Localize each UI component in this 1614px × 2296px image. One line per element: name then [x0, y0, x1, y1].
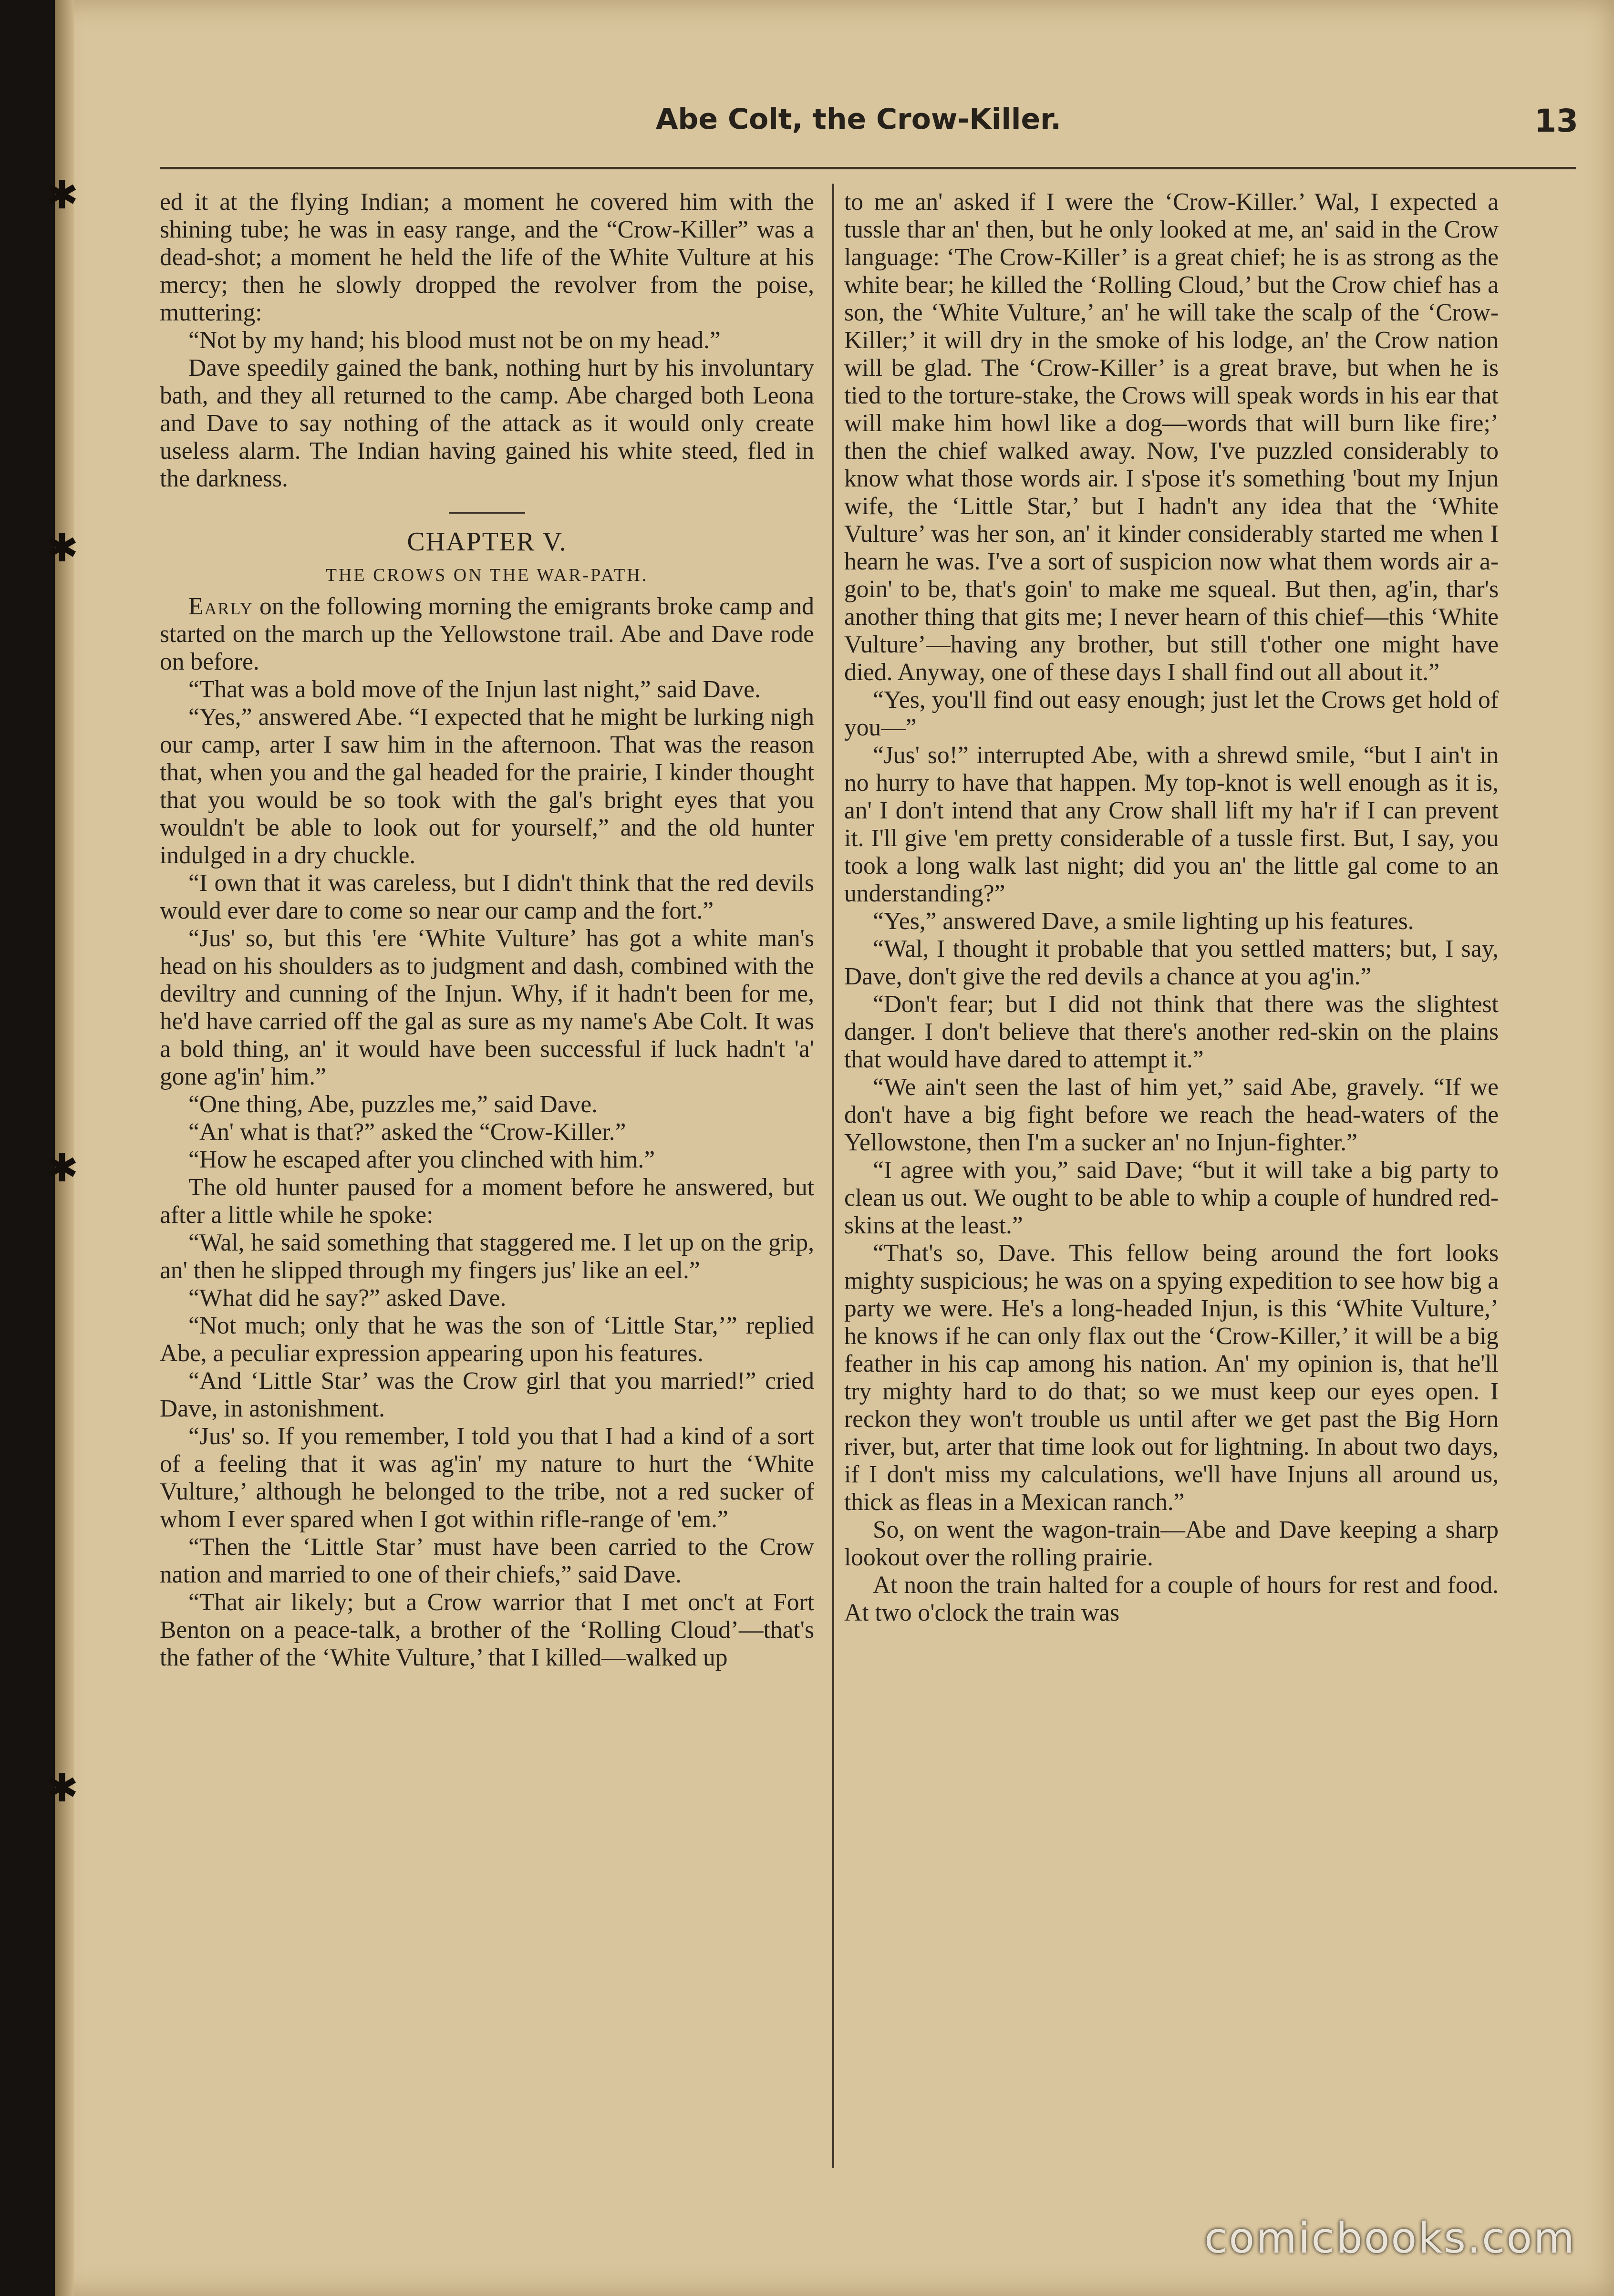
paragraph: “What did he say?” asked Dave. [188, 1284, 507, 1312]
binding-hole-icon: ✱ [45, 1146, 79, 1191]
drop-word: Early [188, 593, 253, 620]
paragraph: ed it at the flying Indian; a moment he covered him with the shining tube; he was in easy range, and the “Crow-Killer” was a dead-shot; a moment he held the life of the White Vulture at his mercy; then he slowly dropped the revolver from the poise, muttering: [160, 188, 814, 326]
paragraph: to me an' asked if I were the ‘Crow-Killer.’ Wal, I expected a tussle thar an' then, but he only looked at me, an' said in the Crow language: ‘The Crow-Killer’ is a great chief; he is as strong as the white bear; he killed the ‘Rolling Cloud,’ but the Crow chief has a son, the ‘White Vulture,’ an' he will take the scalp of the ‘Crow-Killer;’ it will dry in the smoke of his lodge, an' the Crow nation will be glad. The ‘Crow-Killer’ is a great brave, but when he is tied to the torture-stake, the Crows will speak words in his ear that will make him howl like a dog—words that will burn like fire;’ then the chief walked away. Now, I've puzzled considerably to know what those words air. I s'pose it's something 'bout my Injun wife, the ‘Little Star,’ but I hadn't any idea that the ‘White Vulture’ was her son, an' it kinder considerably started me when I hearn he was. I've a sort of suspicion now what them words air a-goin' to be, that's goin' to make me squeal. But then, ag'in, thar's another thing that gits me; I never hearn of this chief—this ‘White Vulture’—having any brother, but still t'other one might have died. Anyway, one of these days I shall find out all about it.” [844, 188, 1499, 686]
paragraph: “Jus' so!” interrupted Abe, with a shrewd smile, “but I ain't in no hurry to have that happen. My top-knot is well enough as it is, an' I don't intend that any Crow shall lift my ha'r if I can prevent it. I'll give 'em pretty considerable of a tussle first. But, I say, you took a long walk last night; did you an' the little gal come to an understanding?” [844, 742, 1499, 907]
paragraph: “Jus' so. If you remember, I told you that I had a kind of a sort of a feeling that it was ag'in' my nature to hurt the ‘White Vulture,’ although he belonged to the tribe, not a red sucker of whom I ever spared when I got within rifle-range of 'em.” [160, 1423, 814, 1533]
column-divider [832, 184, 834, 2168]
binding-hole-icon: ✱ [45, 1766, 79, 1811]
page-number: 13 [1534, 103, 1578, 139]
paragraph: “Yes,” answered Dave, a smile lighting up his features. [873, 908, 1414, 935]
chapter-title: CHAPTER V. [407, 527, 567, 557]
paragraph: “Wal, I thought it probable that you settled matters; but, I say, Dave, don't give the red devils a chance at you ag'in.” [844, 935, 1499, 990]
paragraph: “That was a bold move of the Injun last night,” said Dave. [188, 676, 761, 703]
paragraph: “I agree with you,” said Dave; “but it will take a big party to clean us out. We ought to be able to whip a couple of hundred red-skins at the least.” [844, 1157, 1499, 1239]
paragraph [160, 593, 814, 676]
paragraph: “One thing, Abe, puzzles me,” said Dave. [188, 1091, 598, 1118]
paragraph: “Not by my hand; his blood must not be on my head.” [188, 327, 721, 354]
paragraph: “That's so, Dave. This fellow being around the fort looks mighty suspicious; he was on a spying expedition to see how big a party we were. He's a long-headed Injun, is this ‘White Vulture,’ he knows if he can only flax out the ‘Crow-Killer,’ it will be a big feather in his cap among his nation. An' my opinion is, that he'll try mighty hard to do that; so we must keep our eyes open. I reckon they won't trouble us until after we get past the Big Horn river, but, arter that time look out for lightning. In about two days, if I don't miss my calculations, we'll have Injuns all around us, thick as fleas in a Mexican ranch.” [844, 1240, 1499, 1516]
binding-hole-icon: ✱ [45, 173, 79, 218]
left-column [160, 188, 814, 2172]
paragraph: “An' what is that?” asked the “Crow-Killer.” [188, 1118, 626, 1146]
paragraph: “I own that it was careless, but I didn't think that the red devils would ever dare to come so near our camp and the fort.” [160, 869, 814, 924]
paragraph: “Yes, you'll find out easy enough; just let the Crows get hold of you—” [844, 686, 1499, 741]
paragraph: “Not much; only that he was the son of ‘Little Star,’” replied Abe, a peculiar expression appearing upon his features. [160, 1312, 814, 1367]
paragraph: “Wal, he said something that staggered me. I let up on the grip, an' then he slipped through my fingers jus' like an eel.” [160, 1229, 814, 1284]
paragraph-text: on the following morning the emigrants broke camp and started on the march up the Yellowstone trail. Abe and Dave rode on before. [160, 593, 814, 675]
binding-hole-icon: ✱ [45, 526, 79, 571]
paragraph: The old hunter paused for a moment before he answered, but after a little while he spoke: [160, 1174, 814, 1229]
paragraph: “That air likely; but a Crow warrior that I met onc't at Fort Benton on a peace-talk, a brother of the ‘Rolling Cloud’—that's the father of the ‘White Vulture,’ that I killed—walked up [160, 1589, 814, 1671]
book-page [45, 0, 1614, 2296]
chapter-subtitle: THE CROWS ON THE WAR-PATH. [325, 565, 649, 585]
paragraph: “Don't fear; but I did not think that there was the slightest danger. I don't believe that there's another red-skin on the plains that would have dared to attempt it.” [844, 991, 1499, 1073]
paragraph: At noon the train halted for a couple of hours for rest and food. At two o'clock the train was [844, 1572, 1499, 1626]
paragraph: “Then the ‘Little Star’ must have been carried to the Crow nation and married to one of their chiefs,” said Dave. [160, 1533, 814, 1588]
paragraph: “How he escaped after you clinched with him.” [188, 1146, 655, 1173]
header-rule [160, 167, 1576, 169]
paragraph: Dave speedily gained the bank, nothing hurt by his involuntary bath, and they all returned to the camp. Abe charged both Leona and Dave to say nothing of the attack as it would only create useless alarm. The Indian having gained his white steed, fled in the darkness. [160, 354, 814, 492]
paragraph: “Jus' so, but this 'ere ‘White Vulture’ has got a white man's head on his shoulders as to judgment and dash, combined with the deviltry and cunning of the Injun. Why, if it hadn't been for me, he'd have carried off the gal as sure as my name's Abe Colt. It was a bold thing, an' it would have been successful if luck hadn't 'a' gone ag'in' him.” [160, 925, 814, 1090]
right-column [844, 188, 1499, 2172]
running-title: Abe Colt, the Crow-Killer. [655, 103, 1062, 136]
paragraph: “And ‘Little Star’ was the Crow girl that you married!” cried Dave, in astonishment. [160, 1367, 814, 1422]
paragraph: “Yes,” answered Abe. “I expected that he might be lurking nigh our camp, arter I saw him in the afternoon. That was the reason that, when you and the gal headed for the prairie, I kinder thought that you would be so took with the gal's bright eyes that you wouldn't be able to look out for yourself,” and the old hunter indulged in a dry chuckle. [160, 703, 814, 869]
watermark: comicbooks.com [1204, 2213, 1576, 2263]
paragraph: So, on went the wagon-train—Abe and Dave keeping a sharp lookout over the rolling prairie. [844, 1516, 1499, 1571]
paragraph: “We ain't seen the last of him yet,” said Abe, gravely. “If we don't have a big fight before we reach the head-waters of the Yellowstone, then I'm a sucker an' no Injun-fighter.” [844, 1074, 1499, 1156]
section-divider [449, 512, 525, 514]
